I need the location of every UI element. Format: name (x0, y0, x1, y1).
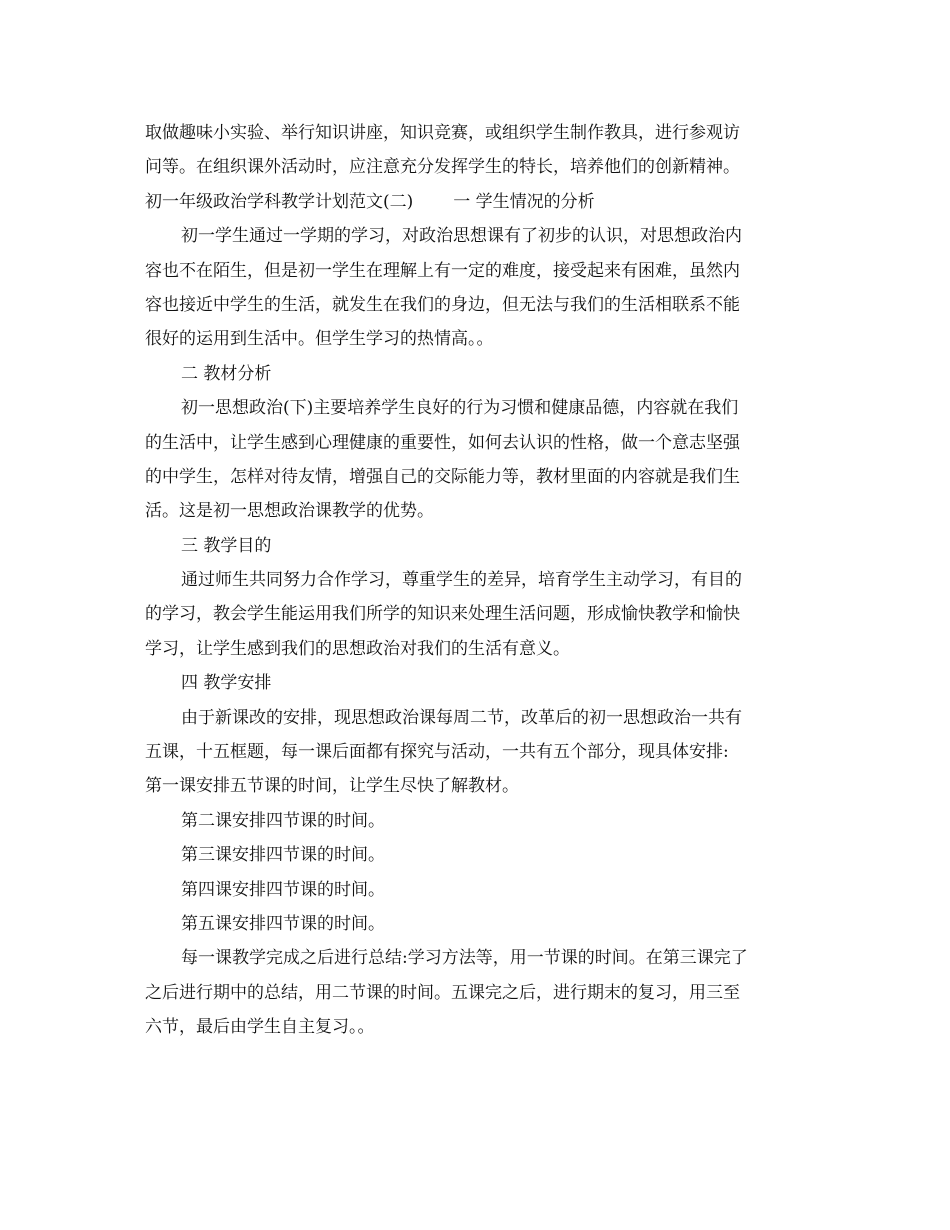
paragraph-line: 每一课教学完成之后进行总结:学习方法等，用一节课的时间。在第三课完了 (181, 948, 748, 969)
paragraph-line: 的学习，教会学生能运用我们所学的知识来处理生活问题，形成愉快教学和愉快 (145, 604, 740, 625)
paragraph-line: 之后进行期中的总结，用二节课的时间。五课完之后，进行期末的复习，用三至 (145, 982, 740, 1003)
paragraph-line: 问等。在组织课外活动时，应注意充分发挥学生的特长，培养他们的创新精神。 (145, 157, 740, 178)
paragraph-line: 取做趣味小实验、举行知识讲座，知识竞赛，或组织学生制作教具，进行参观访 (145, 123, 740, 143)
document-body (145, 116, 805, 1045)
paragraph-line: 由于新课改的安排，现思想政治课每周二节，改革后的初一思想政治一共有 (181, 707, 742, 728)
paragraph-line: 的生活中，让学生感到心理健康的重要性，如何去认识的性格，做一个意志坚强 (145, 432, 740, 453)
paragraph-line: 初一学生通过一学期的学习，对政治思想课有了初步的认识，对思想政治内 (181, 226, 742, 247)
paragraph-line: 容也接近中学生的生活，就发生在我们的身边，但无法与我们的生活相联系不能 (145, 294, 740, 315)
paragraph-line: 活。这是初一思想政治课教学的优势。 (145, 501, 434, 522)
paragraph-line: 第一课安排五节课的时间，让学生尽快了解教材。 (145, 776, 519, 797)
paragraph-line: 初一思想政治(下)主要培养学生良好的行为习惯和健康品德，内容就在我们 (181, 398, 739, 419)
document-title: 初一年级政治学科教学计划范文(二) (145, 191, 414, 212)
paragraph-line: 通过师生共同努力合作学习，尊重学生的差异，培育学生主动学习，有目的 (181, 570, 742, 591)
paragraph-line: 第四课安排四节课的时间。 (181, 879, 385, 900)
paragraph-line: 第三课安排四节课的时间。 (181, 845, 385, 866)
paragraph-line: 第五课安排四节课的时间。 (181, 913, 385, 934)
paragraph-line: 五课，十五框题，每一课后面都有探究与活动，一共有五个部分，现具体安排: (145, 742, 729, 763)
section-heading: 二 教材分析 (181, 363, 272, 384)
paragraph-line: 六节，最后由学生自主复习。。 (145, 1017, 375, 1038)
section-heading: 四 教学安排 (181, 673, 272, 694)
document-title-line (145, 185, 805, 219)
section-heading: 三 教学目的 (181, 535, 272, 556)
paragraph-line: 学习，让学生感到我们的思想政治对我们的生活有意义。 (145, 638, 570, 659)
paragraph-line: 第二课安排四节课的时间。 (181, 810, 385, 831)
section-heading: 一 学生情况的分析 (453, 191, 595, 212)
paragraph-line: 的中学生，怎样对待友情，增强自己的交际能力等，教材里面的内容就是我们生 (145, 466, 740, 487)
paragraph-line: 容也不在陌生，但是初一学生在理解上有一定的难度，接受起来有困难，虽然内 (145, 260, 740, 281)
paragraph-line: 很好的运用到生活中。但学生学习的热情高。。 (145, 329, 494, 350)
